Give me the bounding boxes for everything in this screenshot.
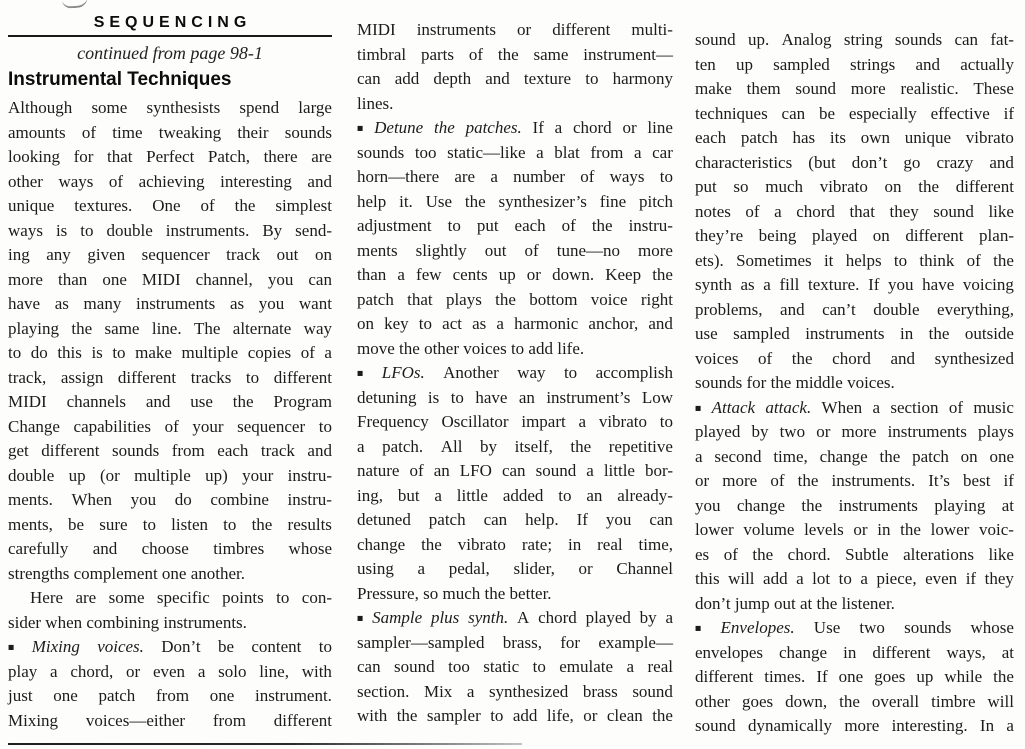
text-line: they’re being played on different plan-: [695, 226, 1014, 245]
text-line: sounds too static—like a blat from a car: [357, 142, 673, 162]
text-line: each patch has its own unique vibrato: [695, 128, 1014, 147]
text-line: synth as a fill texture. If you have voicing: [695, 275, 1014, 294]
section-heading: Instrumental Techniques: [8, 69, 232, 90]
text-line: make them sound more realistic. These: [695, 79, 1014, 98]
bullet-square-icon: ■: [695, 403, 702, 414]
text-line: on key to act as a harmonic anchor, and: [357, 314, 673, 333]
text-line: sound up. Analog string sounds can fat-: [695, 30, 1014, 49]
text-line: track, assign different tracks to different: [8, 367, 332, 387]
text-line: Although some synthesists spend large: [8, 98, 332, 117]
text-line: MIDI instruments or different multi-: [357, 20, 673, 39]
text-line: ways is to double instruments. By send-: [8, 220, 332, 240]
text-line: get different sounds from each track and: [8, 441, 332, 460]
bullet-square-icon: ■: [8, 642, 15, 654]
text-line: ments slightly out of tune—no more: [357, 240, 673, 260]
text-line: ■ Mixing voices. Don’t be content to: [8, 635, 332, 660]
text-line: detuning is to have an instrument’s Low: [357, 387, 673, 407]
text-line: with the sampler to add life, or clean the: [357, 706, 673, 725]
text-line: problems, and can’t double everything,: [695, 299, 1014, 319]
text-line: ■ Attack attack. When a section of music: [695, 396, 1014, 421]
text-line: or more of the instruments. It’s best if: [695, 471, 1014, 490]
text-line: lower volume levels or in the lower voic-: [695, 520, 1014, 539]
text-line: played by two or more instruments plays: [695, 422, 1014, 441]
text-line: to do this is to make multiple copies of a: [8, 343, 332, 362]
scan-artifact-mark: [62, 0, 89, 9]
text-line: using a pedal, slider, or Channel: [357, 559, 673, 578]
text-line: lines.: [357, 93, 394, 113]
text-line: don’t jump out at the listener.: [695, 593, 895, 613]
text-line: ■ Detune the patches. If a chord or line: [357, 116, 673, 141]
text-line: Here are some specific points to con-: [30, 588, 332, 607]
text-line: ing any given sequencer track out on: [8, 245, 332, 264]
text-line: ing, but a little added to an already-: [357, 485, 673, 505]
text-line: envelopes change in different ways, at: [695, 642, 1014, 662]
text-line: help it. Use the synthesizer’s fine pitch: [357, 191, 673, 211]
text-line: nature of an LFO can sound a little bor-: [357, 461, 673, 480]
bullet-square-icon: ■: [357, 123, 364, 135]
text-line: horn—there are a number of ways to: [357, 167, 673, 186]
column-2: [357, 18, 673, 729]
text-line: section. Mix a synthesized brass sound: [357, 681, 673, 701]
text-line: double up (or multiple up) your instru-: [8, 465, 332, 485]
text-line: sounds for the middle voices.: [695, 373, 895, 392]
text-line: ments. When you do combine instru-: [8, 490, 332, 509]
text-line: adjustment to put each of the instru-: [357, 216, 673, 235]
text-line: MIDI channels and use the Program: [8, 392, 332, 411]
column-3: [695, 28, 1014, 739]
text-line: characteristics (but don’t go crazy and: [695, 152, 1014, 172]
text-line: Mixing voices—either from different: [8, 710, 332, 730]
text-line: other goes down, the overall timbre will: [695, 691, 1014, 711]
text-line: ments, be sure to listen to the results: [8, 514, 332, 534]
text-line: different times. If one goes up while the: [695, 667, 1014, 686]
text-line: can add depth and texture to harmony: [357, 69, 673, 88]
text-line: change the vibrato rate; in real time,: [357, 534, 673, 554]
text-line: carefully and choose timbres whose: [8, 539, 332, 558]
text-line: this will add a lot to a piece, even if they: [695, 569, 1014, 588]
continued-note: continued from page 98-1: [77, 43, 263, 63]
text-line: sound dynamically more interesting. In a: [695, 716, 1014, 735]
text-line: es of the chord. Subtle alterations like: [695, 544, 1014, 564]
text-line: have as many instruments as you want: [8, 294, 332, 313]
text-line: unique textures. One of the simplest: [8, 196, 332, 215]
text-line: ten up sampled strings and actually: [695, 54, 1014, 74]
article-title: SEQUENCING: [8, 13, 332, 37]
bullet-square-icon: ■: [357, 368, 364, 380]
text-line: put so much vibrato on the different: [695, 177, 1014, 196]
text-line: Pressure, so much the better.: [357, 583, 552, 603]
text-line: just one patch from one instrument.: [8, 686, 332, 705]
text-line: voices of the chord and synthesized: [695, 348, 1014, 368]
text-line: ■ LFOs. Another way to accomplish: [357, 361, 673, 386]
text-line: you change the instruments playing at: [695, 495, 1014, 515]
text-line: than a few cents up or down. Keep the: [357, 265, 673, 284]
column-1: [8, 13, 332, 733]
text-line: notes of a chord that they sound like: [695, 201, 1014, 221]
text-line: a second time, change the patch on one: [695, 446, 1014, 466]
text-line: use sampled instruments in the outside: [695, 324, 1014, 343]
text-line: detuned patch can help. If you can: [357, 510, 673, 529]
text-line: other ways of achieving interesting and: [8, 171, 332, 191]
text-line: ets). Sometimes it helps to think of the: [695, 250, 1014, 270]
bullet-square-icon: ■: [695, 623, 702, 635]
text-line: looking for that Perfect Patch, there are: [8, 147, 332, 166]
text-line: ■ Sample plus synth. A chord played by a: [357, 606, 673, 631]
text-line: playing the same line. The alternate way: [8, 318, 332, 338]
text-line: strengths complement one another.: [8, 563, 246, 583]
text-line: Frequency Oscillator impart a vibrato to: [357, 412, 673, 431]
bullet-square-icon: ■: [357, 613, 364, 625]
text-line: amounts of time tweaking their sounds: [8, 122, 332, 142]
text-line: more than one MIDI channel, you can: [8, 269, 332, 289]
text-line: move the other voices to add life.: [357, 338, 585, 358]
text-line: sampler—sampled brass, for example—: [357, 632, 673, 652]
text-line: timbral parts of the same instrument—: [357, 44, 673, 64]
text-line: a patch. All by itself, the repetitive: [357, 436, 673, 456]
text-line: Change capabilities of your sequencer to: [8, 416, 332, 436]
bottom-rule: [8, 743, 522, 745]
text-line: play a chord, or even a solo line, with: [8, 661, 332, 681]
text-line: patch that plays the bottom voice right: [357, 289, 673, 309]
text-line: ■ Envelopes. Use two sounds whose: [695, 616, 1014, 641]
text-line: techniques can be especially effective if: [695, 103, 1014, 123]
text-line: sider when combining instruments.: [8, 612, 247, 632]
text-line: can sound too static to emulate a real: [357, 657, 673, 676]
